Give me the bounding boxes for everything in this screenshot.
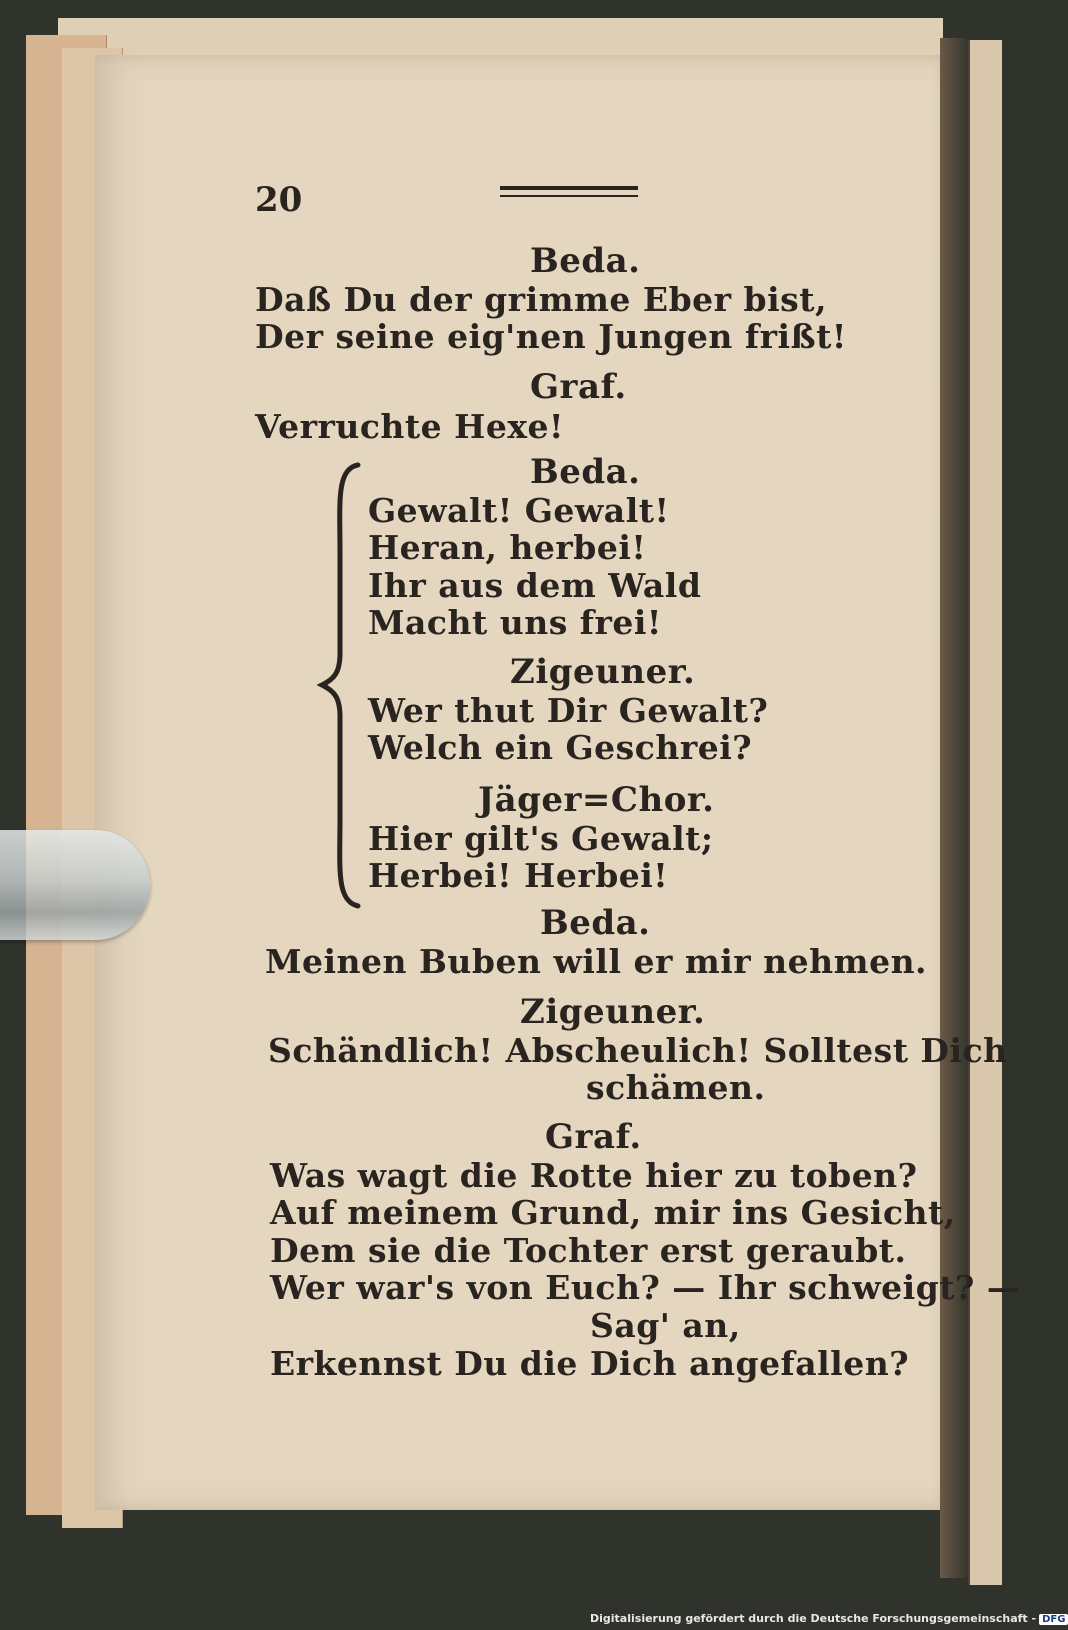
speaker-name: Beda. bbox=[530, 241, 641, 281]
verse-line: Erkennst Du die Dich angefallen? bbox=[270, 1344, 910, 1383]
verse-line: Herbei! Herbei! bbox=[368, 856, 669, 895]
page-top-edge bbox=[58, 18, 943, 59]
verse-line: Heran, herbei! bbox=[368, 528, 647, 567]
credit-text: Digitalisierung gefördert durch die Deutsche Forschungsgemeinschaft - bbox=[590, 1612, 1037, 1625]
speaker-name: Jäger=Chor. bbox=[478, 780, 715, 820]
verse-line: Ihr aus dem Wald bbox=[368, 566, 702, 605]
speaker-name: Zigeuner. bbox=[510, 652, 696, 692]
verse-line: Daß Du der grimme Eber bist, bbox=[255, 280, 827, 319]
ensemble-brace bbox=[318, 463, 362, 908]
page-number: 20 bbox=[255, 180, 303, 220]
verse-line: Dem sie die Tochter erst geraubt. bbox=[270, 1231, 907, 1270]
verse-line: Macht uns frei! bbox=[368, 603, 662, 642]
dfg-logo: DFG bbox=[1039, 1614, 1068, 1625]
speaker-name: Graf. bbox=[545, 1117, 642, 1157]
verse-line: Wer war's von Euch? — Ihr schweigt? — bbox=[270, 1268, 1021, 1307]
verse-line: Welch ein Geschrei? bbox=[368, 728, 753, 767]
verse-line: Meinen Buben will er mir nehmen. bbox=[265, 942, 928, 981]
digitization-credit bbox=[590, 1612, 1068, 1625]
verse-line: Schändlich! Abscheulich! Solltest Dich bbox=[268, 1031, 1008, 1070]
verse-line: Verruchte Hexe! bbox=[255, 407, 564, 446]
header-rule-thick bbox=[500, 186, 638, 190]
verse-line: Wer thut Dir Gewalt? bbox=[368, 691, 769, 730]
verse-line: Was wagt die Rotte hier zu toben? bbox=[270, 1156, 918, 1195]
speaker-name: Beda. bbox=[540, 903, 651, 943]
facing-page-edge bbox=[968, 40, 1002, 1585]
speaker-name: Beda. bbox=[530, 452, 641, 492]
speaker-name: Graf. bbox=[530, 367, 627, 407]
verse-line: Der seine eig'nen Jungen frißt! bbox=[255, 317, 847, 356]
verse-line: Auf meinem Grund, mir ins Gesicht, bbox=[270, 1193, 956, 1232]
verse-line: Sag' an, bbox=[590, 1306, 741, 1345]
verse-line: Hier gilt's Gewalt; bbox=[368, 819, 714, 858]
verse-line: Gewalt! Gewalt! bbox=[368, 491, 670, 530]
verse-line: schämen. bbox=[586, 1068, 766, 1107]
header-rule-thin bbox=[500, 195, 638, 197]
speaker-name: Zigeuner. bbox=[520, 992, 706, 1032]
gutter-shadow bbox=[940, 38, 970, 1578]
page-holder-clip bbox=[0, 830, 150, 940]
